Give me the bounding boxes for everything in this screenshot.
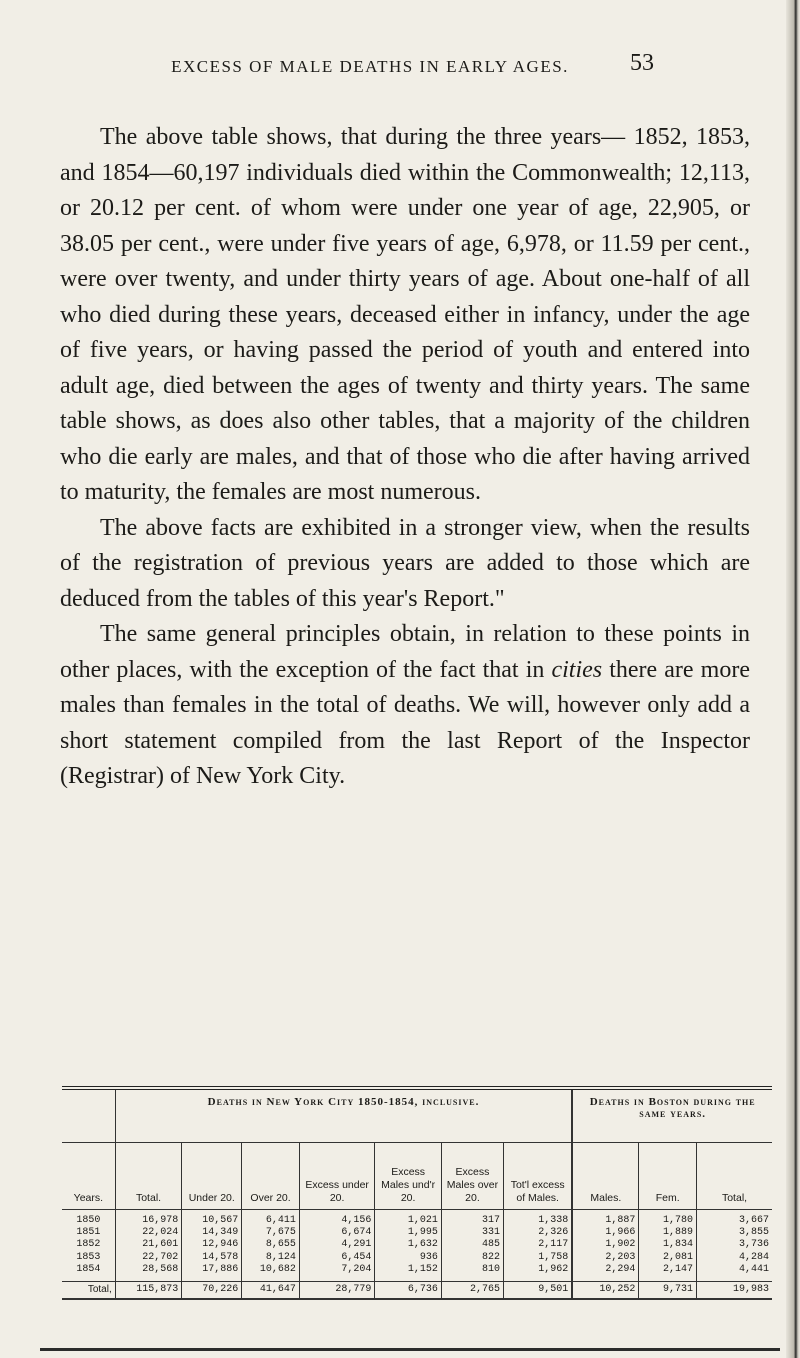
col-total-excess-males: Tot'l excess of Males. [504, 1143, 573, 1210]
table-row [62, 1210, 772, 1228]
table-cell: 1,632 [375, 1239, 442, 1251]
table-cell: 16,978 [115, 1210, 182, 1228]
running-head: EXCESS OF MALE DEATHS IN EARLY AGES. [171, 57, 569, 76]
group-years-spacer [62, 1090, 115, 1143]
table-cell: Total, [62, 1282, 115, 1300]
table-cell: 14,578 [182, 1252, 242, 1264]
table-cell: 8,655 [242, 1239, 300, 1251]
table-cell: 28,779 [299, 1282, 374, 1300]
body-text [60, 120, 750, 795]
table-cell: 115,873 [115, 1282, 182, 1300]
table-cell: 1851 [62, 1227, 115, 1239]
col-under-20: Under 20. [182, 1143, 242, 1210]
table-cell: 2,117 [504, 1239, 573, 1251]
paragraph-1: The above table shows, that during the three years— 1852, 1853, and 1854—60,197 individuals died within the Commonwealth; 12,113, or 20.12 per cent. of whom were under one year of age, 22,905, or 38.05 per cent., were under five years of age, 6,978, or 11.59 per cent., were over twenty, and under thirty years of age. About one-half of all who died during these years, deceased either in infancy, under the age of five years, or having passed the period of youth and entered into adult age, died between the ages of twenty and thirty years. The same table shows, as does also other tables, that a majority of the children who die early are males, and that of those who die after having arrived to maturity, the females are most numerous. [60, 124, 750, 505]
paragraph-3 [60, 617, 750, 795]
group-heading-text: Deaths in New York City 1850-1854, inclusive. [207, 1096, 480, 1108]
table-cell: 1,758 [504, 1252, 573, 1264]
table-cell: 2,294 [572, 1264, 639, 1282]
col-boston-males: Males. [572, 1143, 639, 1210]
table-cell: 822 [441, 1252, 503, 1264]
group-heading-text: Deaths in Boston during the same years. [589, 1096, 756, 1120]
col-boston-fem: Fem. [639, 1143, 697, 1210]
table-cell: 2,147 [639, 1264, 697, 1282]
table-cell: 1,338 [504, 1210, 573, 1228]
table-cell: 4,284 [738, 1251, 769, 1263]
table-cell: 6,411 [242, 1210, 300, 1228]
bottom-rule [40, 1348, 780, 1351]
table-cell: 19,983 [697, 1282, 772, 1300]
table-cell: 12,946 [182, 1239, 242, 1251]
table-cell: 1,902 [572, 1239, 639, 1251]
paragraph-3-italic: cities [551, 656, 603, 683]
table-cell: 1850 [62, 1210, 115, 1228]
table-cell: 41,647 [242, 1282, 300, 1300]
table-cell: 6,736 [375, 1282, 442, 1300]
table-cell: 3,736 [738, 1239, 769, 1251]
table-cell: 1,780 [639, 1210, 697, 1228]
table-cell: 485 [441, 1239, 503, 1251]
table-cell: 2,765 [441, 1282, 503, 1300]
col-excess-under-20: Excess under 20. [299, 1143, 374, 1210]
table-cell: 9,501 [504, 1282, 573, 1300]
table-cell: 3,667 [738, 1215, 769, 1226]
table-cell: 1,021 [375, 1210, 442, 1228]
table-row [62, 1264, 772, 1282]
deaths-table-wrap [62, 1086, 772, 1300]
table-cell: 2,203 [572, 1252, 639, 1264]
deaths-table [62, 1090, 772, 1300]
table-cell: 2,081 [639, 1252, 697, 1264]
table-cell: 22,702 [115, 1252, 182, 1264]
table-cell: 317 [441, 1210, 503, 1228]
table-cell: 14,349 [182, 1227, 242, 1239]
table-cell: 3,855 [738, 1227, 769, 1239]
table-cell: 2,326 [504, 1227, 573, 1239]
table-row [62, 1227, 772, 1239]
paragraph-2: The above facts are exhibited in a stronger view, when the results of the registration of previous years are added to those which are deduced from the tables of this year's Report." [60, 514, 750, 612]
group-boston-heading [572, 1090, 772, 1143]
col-years: Years. [62, 1143, 115, 1210]
table-cell: 28,568 [115, 1264, 182, 1282]
col-excess-males-over: Excess Males over 20. [441, 1143, 503, 1210]
table-cell: 70,226 [182, 1282, 242, 1300]
table-cell: 1854 [62, 1264, 115, 1282]
table-cell: 1,152 [375, 1264, 442, 1282]
table-totals-row [62, 1282, 772, 1300]
col-excess-males-under: Excess Males und'r 20. [375, 1143, 442, 1210]
table-cell: 6,674 [299, 1227, 374, 1239]
table-cell: 1,966 [572, 1227, 639, 1239]
page-edge [786, 0, 800, 1358]
table-cell: 1,995 [375, 1227, 442, 1239]
table-cell: 1,889 [639, 1227, 697, 1239]
paragraph-3-start: The same general principles obtain, in relation to these points in other places, with the exception of the fact that in [60, 621, 750, 683]
col-over-20: Over 20. [242, 1143, 300, 1210]
table-cell: 22,024 [115, 1227, 182, 1239]
table-row [62, 1252, 772, 1264]
table-cell: 4,291 [299, 1239, 374, 1251]
table-cell: 1,887 [572, 1210, 639, 1228]
table-cell: 17,886 [182, 1264, 242, 1282]
table-cell: 810 [441, 1264, 503, 1282]
table-cell: 331 [441, 1227, 503, 1239]
table-cell: 9,731 [639, 1282, 697, 1300]
table-cell: 6,454 [299, 1252, 374, 1264]
table-cell: 21,601 [115, 1239, 182, 1251]
col-total: Total. [115, 1143, 182, 1210]
table-cell: 4,156 [299, 1210, 374, 1228]
table-cell: 1,962 [504, 1264, 573, 1282]
table-cell: 1853 [62, 1252, 115, 1264]
col-boston-total: Total, [697, 1143, 772, 1210]
page-number: 53 [630, 50, 654, 76]
group-ny-heading [115, 1090, 572, 1143]
paragraph-3-end: there are more males than females in the total of deaths. We will, however only add a short statement compiled from the last Report of the Inspector (Registrar) of New York City. [60, 656, 750, 789]
table-cell: 10,252 [572, 1282, 639, 1300]
table-cell: 7,675 [242, 1227, 300, 1239]
table-cell: 10,682 [242, 1264, 300, 1282]
table-cell: 1852 [62, 1239, 115, 1251]
table-cell: 8,124 [242, 1252, 300, 1264]
table-cell: 10,567 [182, 1210, 242, 1228]
table-cell: 4,441 [738, 1263, 769, 1275]
table-cell: 7,204 [299, 1264, 374, 1282]
table-row [62, 1239, 772, 1251]
table-cell: 936 [375, 1252, 442, 1264]
table-cell: 1,834 [639, 1239, 697, 1251]
